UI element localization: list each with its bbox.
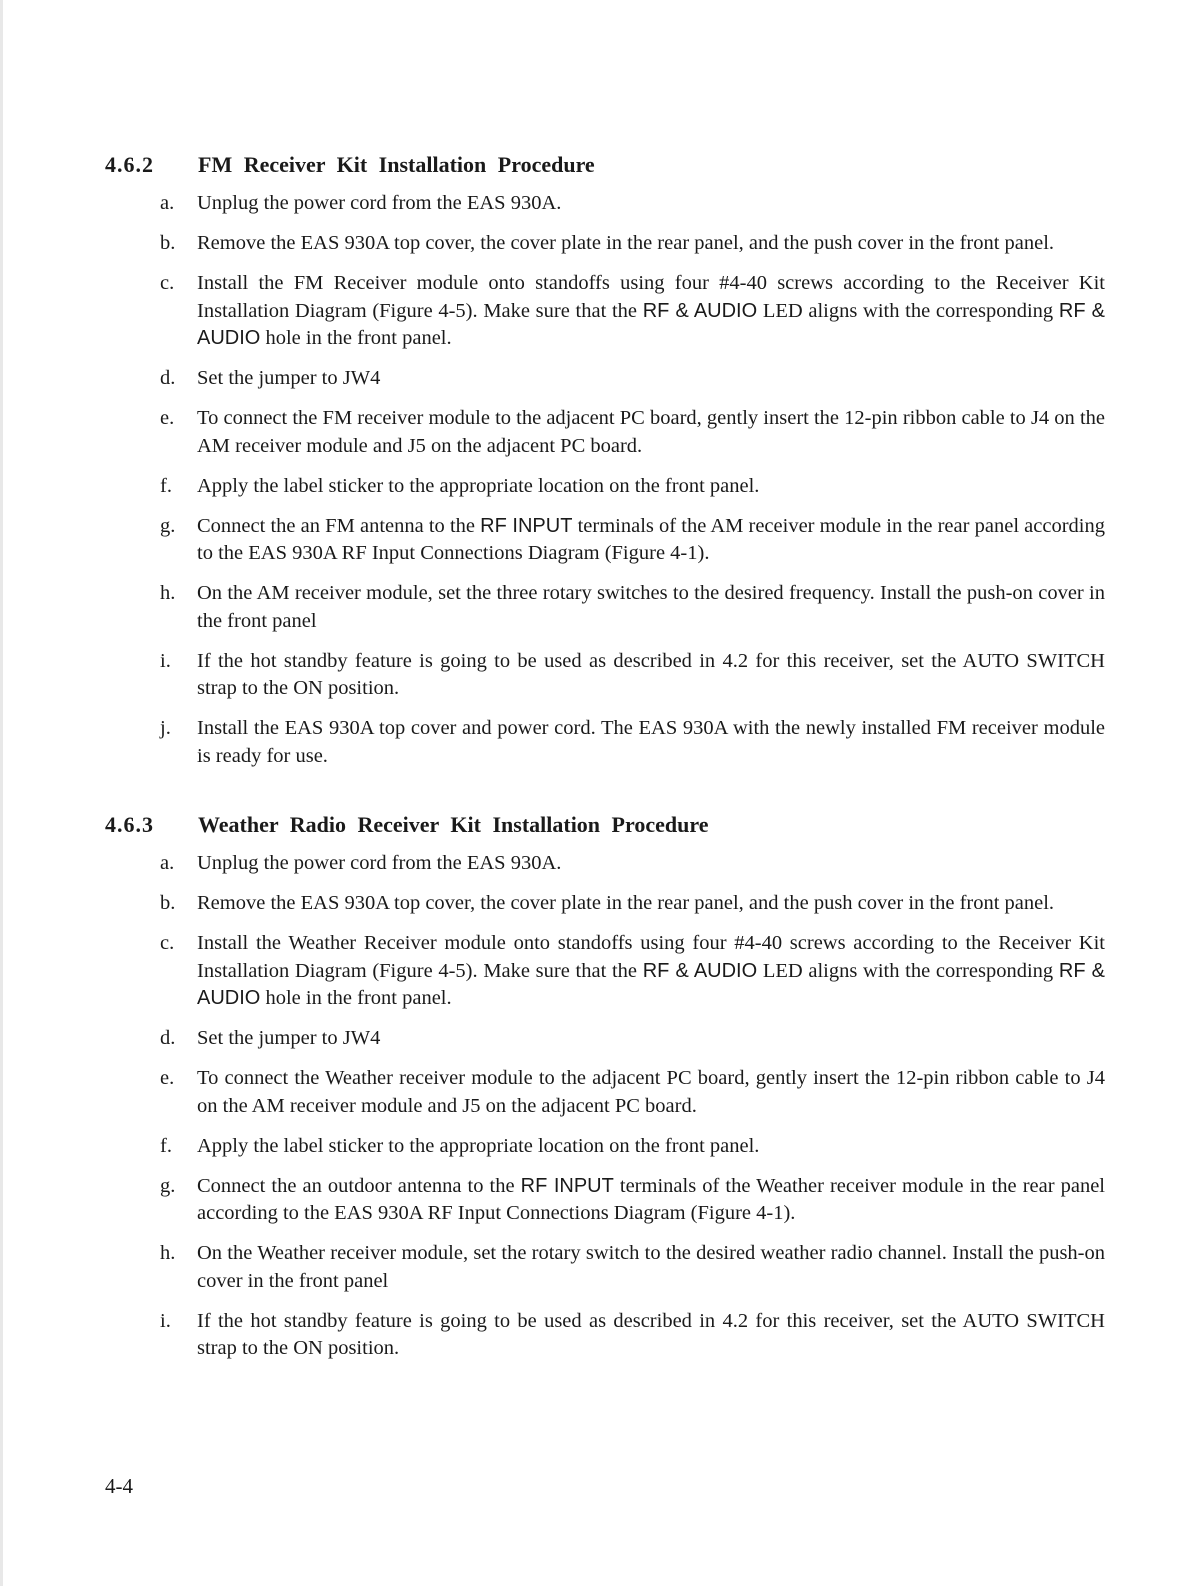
step-item bbox=[105, 405, 1105, 460]
step-text: Set the jumper to JW4 bbox=[197, 1027, 381, 1049]
step-text: Set the jumper to JW4 bbox=[197, 367, 381, 389]
step-label: j. bbox=[160, 717, 171, 739]
step-label: b. bbox=[160, 892, 176, 914]
step-label: i. bbox=[160, 1309, 171, 1332]
step-text: Apply the label sticker to the appropriate location on the front panel. bbox=[197, 474, 760, 497]
step-item bbox=[105, 890, 1105, 918]
section-weather-receiver bbox=[105, 810, 1105, 1375]
step-text: Install the EAS 930A top cover and power cord. The EAS 930A with the newly installed FM receiver module is ready for use. bbox=[197, 717, 1105, 767]
step-item bbox=[105, 230, 1105, 258]
step-text: Install the Weather Receiver module onto standoffs using four #4-40 screws according to the Receiver Kit Installation Diagram (Figure 4-5). Make sure that the bbox=[197, 932, 1105, 982]
step-text: To connect the Weather receiver module to the adjacent PC board, gently insert the 12-pin ribbon cable to J4 on the AM receiver module and J5 on the adjacent PC board. bbox=[197, 1067, 1105, 1117]
step-text: Install the FM Receiver module onto standoffs using four #4-40 screws according to the Receiver Kit Installation Diagram (Figure 4-5). Make sure that the bbox=[197, 272, 1105, 322]
step-text: On the Weather receiver module, set the rotary switch to the desired weather radio channel. Install the push-on cover in the front panel bbox=[197, 1242, 1105, 1292]
step-item bbox=[105, 473, 1105, 501]
step-label: d. bbox=[160, 1027, 176, 1049]
step-text: Remove the EAS 930A top cover, the cover plate in the rear panel, and the push cover in the front panel. bbox=[197, 892, 1055, 914]
step-text: terminals of the Weather receiver module in the rear panel according to the EAS 930A RF Input Connections Diagram (Figure 4-1). bbox=[197, 1174, 1106, 1224]
section-title: Weather Radio Receiver Kit Installation Procedure bbox=[198, 812, 709, 837]
indicator-label: RF & AUDIO bbox=[197, 959, 1105, 1009]
terminal-label: RF INPUT bbox=[520, 1174, 614, 1197]
step-item bbox=[105, 270, 1105, 353]
step-text: To connect the FM receiver module to the adjacent PC board, gently insert the 12-pin ribbon cable to J4 on the AM receiver module and J5 on the adjacent PC board. bbox=[197, 407, 1105, 457]
step-item bbox=[105, 365, 1105, 393]
step-label: e. bbox=[160, 407, 175, 429]
step-label: a. bbox=[160, 852, 175, 874]
step-label: e. bbox=[160, 1067, 175, 1089]
section-fm-receiver bbox=[105, 150, 1105, 783]
step-text: On the AM receiver module, set the three rotary switches to the desired frequency. Install the push-on cover in the front panel bbox=[197, 582, 1105, 632]
step-label: c. bbox=[160, 272, 175, 294]
step-label: f. bbox=[160, 474, 172, 497]
section-number: 4.6.3 bbox=[105, 812, 154, 837]
step-text: Unplug the power cord from the EAS 930A. bbox=[197, 192, 562, 214]
step-item bbox=[105, 930, 1105, 1013]
page-number: 4-4 bbox=[105, 1474, 133, 1498]
indicator-label: RF & AUDIO bbox=[642, 299, 758, 322]
scan-edge bbox=[0, 0, 3, 1586]
section-heading bbox=[105, 150, 1105, 180]
step-text: Unplug the power cord from the EAS 930A. bbox=[197, 852, 562, 874]
step-text: LED aligns with the corresponding bbox=[757, 959, 1059, 982]
step-item bbox=[105, 1240, 1105, 1295]
step-text: LED aligns with the corresponding bbox=[757, 299, 1059, 322]
step-item bbox=[105, 513, 1105, 568]
step-text: Remove the EAS 930A top cover, the cover plate in the rear panel, and the push cover in the front panel. bbox=[197, 232, 1055, 254]
step-list bbox=[105, 190, 1105, 770]
step-label: d. bbox=[160, 367, 176, 389]
step-text: hole in the front panel. bbox=[260, 327, 452, 349]
step-label: g. bbox=[160, 1174, 176, 1197]
section-title: FM Receiver Kit Installation Procedure bbox=[198, 152, 595, 177]
indicator-label: RF & AUDIO bbox=[197, 299, 1105, 349]
step-text: Connect the an outdoor antenna to the bbox=[197, 1174, 521, 1197]
section-heading bbox=[105, 810, 1105, 840]
step-list bbox=[105, 850, 1105, 1363]
step-label: g. bbox=[160, 514, 176, 537]
step-item bbox=[105, 580, 1105, 635]
step-label: b. bbox=[160, 232, 176, 254]
step-text: Connect the an FM antenna to the bbox=[197, 514, 481, 537]
step-item bbox=[105, 190, 1105, 218]
step-text: terminals of the AM receiver module in the rear panel according to the EAS 930A RF Input Connections Diagram (Figure 4-1). bbox=[197, 514, 1105, 564]
step-item bbox=[105, 648, 1105, 703]
step-item bbox=[105, 1133, 1105, 1161]
step-text: If the hot standby feature is going to be used as described in 4.2 for this receiver, set the AUTO SWITCH strap to the ON position. bbox=[197, 1309, 1105, 1359]
step-item bbox=[105, 1308, 1105, 1363]
step-label: i. bbox=[160, 649, 171, 672]
section-number: 4.6.2 bbox=[105, 152, 154, 177]
step-label: a. bbox=[160, 192, 175, 214]
indicator-label: RF & AUDIO bbox=[642, 959, 758, 982]
step-text: hole in the front panel. bbox=[260, 987, 452, 1009]
step-item bbox=[105, 1065, 1105, 1120]
step-text: If the hot standby feature is going to be used as described in 4.2 for this receiver, set the AUTO SWITCH strap to the ON position. bbox=[197, 649, 1105, 699]
step-label: h. bbox=[160, 1242, 176, 1264]
step-item bbox=[105, 715, 1105, 770]
step-item bbox=[105, 1025, 1105, 1053]
step-label: h. bbox=[160, 582, 176, 604]
terminal-label: RF INPUT bbox=[480, 514, 573, 537]
step-item bbox=[105, 850, 1105, 878]
step-text: Apply the label sticker to the appropriate location on the front panel. bbox=[197, 1134, 760, 1157]
step-label: c. bbox=[160, 932, 175, 954]
step-label: f. bbox=[160, 1134, 172, 1157]
step-item bbox=[105, 1173, 1105, 1228]
